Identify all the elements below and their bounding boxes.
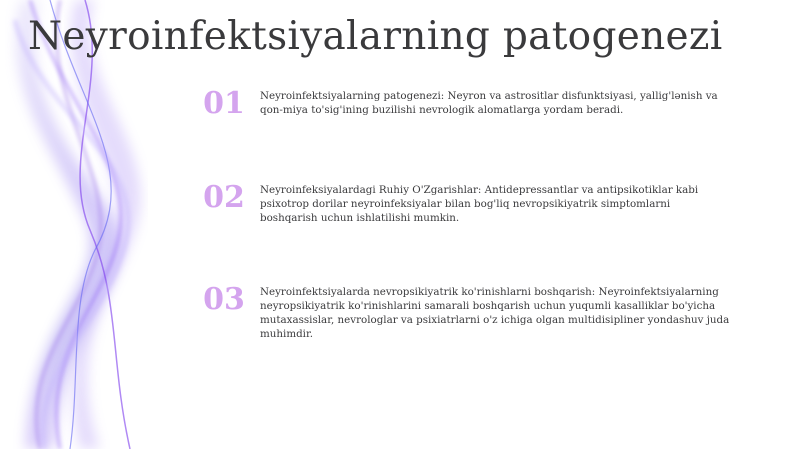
smoke-wave-decoration [0, 0, 230, 449]
item-number: 02 [203, 180, 245, 215]
item-text: Neyroinfektsiyalarning patogenezi: Neyron va astrositlar disfunktsiyasi, yallig'lənish va qon-miya to'sig'ining buzilishi nevrologik alomatlarga yordam beradi. [260, 90, 718, 116]
item-number: 03 [203, 282, 245, 317]
item-number: 01 [203, 86, 245, 121]
page-title: Neyroinfektsiyalarning patogenezi [28, 14, 723, 59]
item-text: Neyroinfektsiyalarda nevropsikiyatrik ko'rinishlarni boshqarish: Neyroinfektsiyalarning neyropsikiyatrik ko'rinishlarini samarali boshqarish uchun yuqumli kasalliklar bo'yicha mutaxassislar, nevrologlar va psixiatrlarni o'z ichiga olgan multidisipliner yondashuv juda muhimdir. [260, 286, 730, 340]
item-text: Neyroinfeksiyalardagi Ruhiy O'Zgarishlar: Antidepressantlar va antipsikotiklar kabi psixotrop dorilar neyroinfeksiyalar bilan bog'liq nevropsikiyatrik simptomlarni boshqarish uchun ishlatilishi mumkin. [260, 184, 699, 224]
